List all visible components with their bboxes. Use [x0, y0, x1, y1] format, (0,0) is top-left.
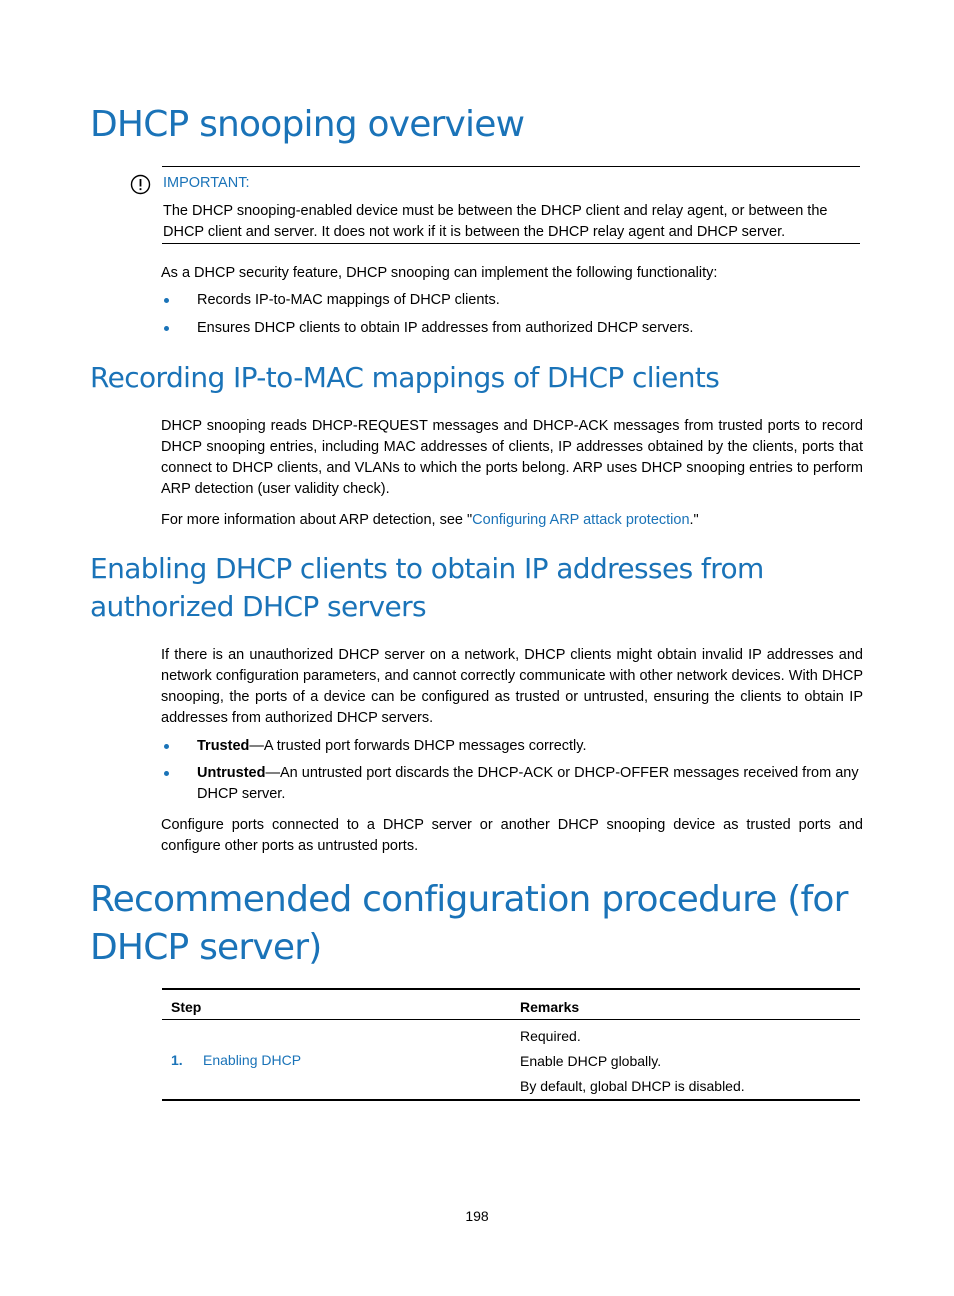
important-warning-icon — [130, 174, 151, 195]
table-bottom-rule — [162, 1099, 860, 1101]
table-top-rule — [162, 988, 860, 990]
section-title-enabling: Enabling DHCP clients to obtain IP addresses from authorized DHCP servers — [90, 552, 764, 623]
reference-suffix: ." — [689, 512, 699, 528]
table-header-rule — [162, 1019, 860, 1020]
enabling-bullet-untrusted — [197, 763, 863, 805]
bullet-description: —A trusted port forwards DHCP messages correctly. — [249, 738, 587, 754]
bullet-dot — [164, 326, 169, 331]
bullet-term: Untrusted — [197, 765, 266, 781]
recording-reference — [161, 510, 863, 531]
enabling-dhcp-link[interactable]: Enabling DHCP — [203, 1052, 302, 1068]
overview-bullet-1: Records IP-to-MAC mappings of DHCP clients. — [197, 292, 500, 308]
enabling-conclusion: Configure ports connected to a DHCP server or another DHCP snooping device as trusted ports and configure other ports as untrusted ports. — [161, 817, 863, 854]
enabling-paragraph: If there is an unauthorized DHCP server on a network, DHCP clients might obtain invalid IP addresses and network configuration parameters, and cannot correctly communicate with other network devices. With DHCP snooping, the ports of a device can be configured as trusted or untrusted, ensuring the clients to obtain IP addresses from authorized DHCP servers. — [161, 647, 863, 726]
overview-intro: As a DHCP security feature, DHCP snooping can implement the following functionality: — [161, 265, 718, 281]
bullet-dot — [164, 771, 169, 776]
important-bottom-rule — [162, 243, 860, 244]
remark-enable-globally: Enable DHCP globally. — [520, 1053, 662, 1069]
section-title-recording: Recording IP-to-MAC mappings of DHCP clients — [90, 361, 720, 394]
important-text: The DHCP snooping-enabled device must be between the DHCP client and relay agent, or between the DHCP client and server. It does not work if it is between the DHCP relay agent and DHCP server. — [163, 203, 828, 240]
bullet-dot — [164, 744, 169, 749]
section-title-overview: DHCP snooping overview — [90, 104, 525, 145]
arp-attack-protection-link[interactable]: Configuring ARP attack protection — [472, 512, 690, 528]
bullet-description: —An untrusted port discards the DHCP-ACK or DHCP-OFFER messages received from any DHCP server. — [197, 765, 859, 802]
recording-paragraph: DHCP snooping reads DHCP-REQUEST messages and DHCP-ACK messages from trusted ports to record DHCP snooping entries, including MAC addresses of clients, IP addresses obtained by the clients, ports that connect to DHCP clients, and VLANs to which the ports belong. ARP uses DHCP snooping entries to perform ARP detection (user validity check). — [161, 418, 863, 497]
remark-required: Required. — [520, 1028, 581, 1044]
section-title-recommended: Recommended configuration procedure (for DHCP server) — [90, 879, 848, 968]
important-label: IMPORTANT: — [163, 175, 250, 191]
remark-default: By default, global DHCP is disabled. — [520, 1078, 745, 1094]
important-top-rule — [162, 166, 860, 167]
reference-prefix: For more information about ARP detection, see " — [161, 512, 473, 528]
header-remarks: Remarks — [520, 999, 580, 1015]
page-number: 198 — [465, 1208, 489, 1224]
bullet-term: Trusted — [197, 738, 250, 754]
bullet-dot — [164, 298, 169, 303]
header-step: Step — [171, 999, 202, 1015]
overview-bullet-2: Ensures DHCP clients to obtain IP addresses from authorized DHCP servers. — [197, 320, 694, 336]
step-number: 1. — [171, 1052, 183, 1068]
enabling-bullet-trusted — [197, 736, 863, 757]
